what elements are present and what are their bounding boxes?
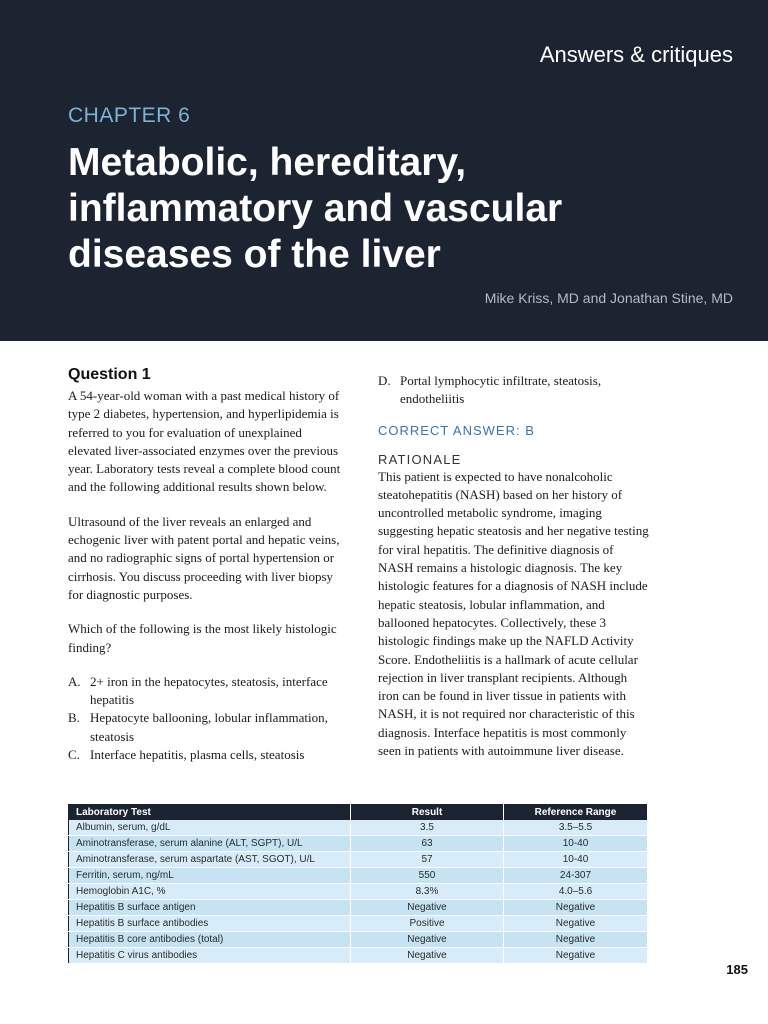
lab-result: Negative [351, 948, 504, 964]
option-text: 2+ iron in the hepatocytes, steatosis, interface hepatitis [90, 673, 328, 708]
answer-option [68, 746, 348, 764]
lab-test-name: Hepatitis B surface antigen [69, 900, 351, 916]
column-header: Result [351, 805, 504, 821]
lab-result: 57 [351, 852, 504, 868]
right-column [378, 366, 650, 776]
page-number: 185 [726, 962, 748, 977]
chapter-title-line: inflammatory and vascular [68, 187, 563, 230]
table-header-row [69, 805, 648, 821]
table-row [69, 916, 648, 932]
table-row [69, 820, 648, 836]
lab-result: Negative [351, 900, 504, 916]
table-row [69, 852, 648, 868]
lab-test-name: Hemoglobin A1C, % [69, 884, 351, 900]
table-row [69, 932, 648, 948]
reference-range: 24-307 [504, 868, 648, 884]
reference-range: Negative [504, 900, 648, 916]
question-heading: Question 1 [68, 366, 151, 383]
column-header: Reference Range [504, 805, 648, 821]
chapter-header-band [0, 0, 768, 341]
rationale-text: This patient is expected to have nonalcoholic steatohepatitis (NASH) based on her history of uncontrolled metabolic syndrome, imaging suggesting hepatic steatosis and her negative testing for viral hepatitis. The definitive diagnosis of NASH remains a histologic diagnosis. The key histologic features for a diagnosis of NASH include hepatic steatosis, lobular inflammation, and ballooned hepatocytes. Collectively, these 3 histologic findings make up the NAFLD Activity Score. Endotheliitis is a hallmark of acute cellular rejection in liver transplant recipients. Although iron can be found in liver tissue in patients with NASH, it is not required nor characteristic of this diagnosis. Interface hepatitis is most commonly seen in patients with autoimmune liver disease. [378, 468, 649, 759]
lab-test-name: Aminotransferase, serum aspartate (AST, SGOT), U/L [69, 852, 351, 868]
chapter-title-line: Metabolic, hereditary, [68, 141, 467, 184]
chapter-label: CHAPTER 6 [68, 104, 191, 127]
question-paragraph: Ultrasound of the liver reveals an enlarged and echogenic liver with patent portal and hepatic veins, and no radiographic signs of portal hypertension or cirrhosis. You discuss proceeding with liver biopsy for diagnostic purposes. [68, 513, 340, 602]
lab-test-name: Aminotransferase, serum alanine (ALT, SGPT), U/L [69, 836, 351, 852]
left-column [68, 366, 348, 764]
answer-options [68, 673, 348, 764]
chapter-authors: Mike Kriss, MD and Jonathan Stine, MD [484, 290, 733, 306]
reference-range: 10-40 [504, 836, 648, 852]
question-paragraph: A 54-year-old woman with a past medical history of type 2 diabetes, hypertension, and hyperlipidemia is referred to you for evaluation of unexplained elevated liver-associated enzymes over the previous year. Laboratory tests reveal a complete blood count and the following additional results shown below. [68, 388, 341, 495]
answer-option [68, 673, 348, 710]
section-label: Answers & critiques [539, 42, 733, 67]
reference-range: 3.5–5.5 [504, 820, 648, 836]
lab-test-name: Albumin, serum, g/dL [69, 820, 351, 836]
answer-options-continued [378, 372, 650, 409]
chapter-title [68, 140, 708, 278]
lab-result: 3.5 [351, 820, 504, 836]
lab-result: 63 [351, 836, 504, 852]
lab-result: Negative [351, 932, 504, 948]
option-text: Interface hepatitis, plasma cells, steatosis [90, 747, 305, 763]
lab-test-name: Hepatitis B core antibodies (total) [69, 932, 351, 948]
option-text: Hepatocyte ballooning, lobular inflammation, steatosis [90, 710, 328, 744]
correct-answer: CORRECT ANSWER: B [378, 422, 535, 438]
laboratory-results-table [68, 804, 648, 964]
rationale-heading: RATIONALE [378, 451, 462, 467]
table-row [69, 868, 648, 884]
table-row [69, 948, 648, 964]
lab-result: Positive [351, 916, 504, 932]
reference-range: 10-40 [504, 852, 648, 868]
lab-result: 550 [351, 868, 504, 884]
reference-range: Negative [504, 916, 648, 932]
lab-test-name: Hepatitis C virus antibodies [69, 948, 351, 964]
option-text: Portal lymphocytic infiltrate, steatosis, endotheliitis [400, 373, 602, 407]
reference-range: 4.0–5.6 [504, 884, 648, 900]
lab-result: 8.3% [351, 884, 504, 900]
lab-test-name: Hepatitis B surface antibodies [69, 916, 351, 932]
option-letter: D. [378, 373, 391, 388]
reference-range: Negative [504, 948, 648, 964]
table-row [69, 836, 648, 852]
table-row [69, 900, 648, 916]
answer-option [68, 709, 348, 746]
column-header: Laboratory Test [69, 805, 351, 821]
chapter-title-line: diseases of the liver [68, 233, 441, 276]
option-letter: B. [68, 710, 80, 726]
table-row [69, 884, 648, 900]
lab-test-name: Ferritin, serum, ng/mL [69, 868, 351, 884]
option-letter: C. [68, 747, 80, 763]
option-letter: A. [68, 673, 81, 689]
answer-option [378, 372, 650, 409]
question-prompt: Which of the following is the most likely histologic finding? [68, 621, 337, 655]
reference-range: Negative [504, 932, 648, 948]
